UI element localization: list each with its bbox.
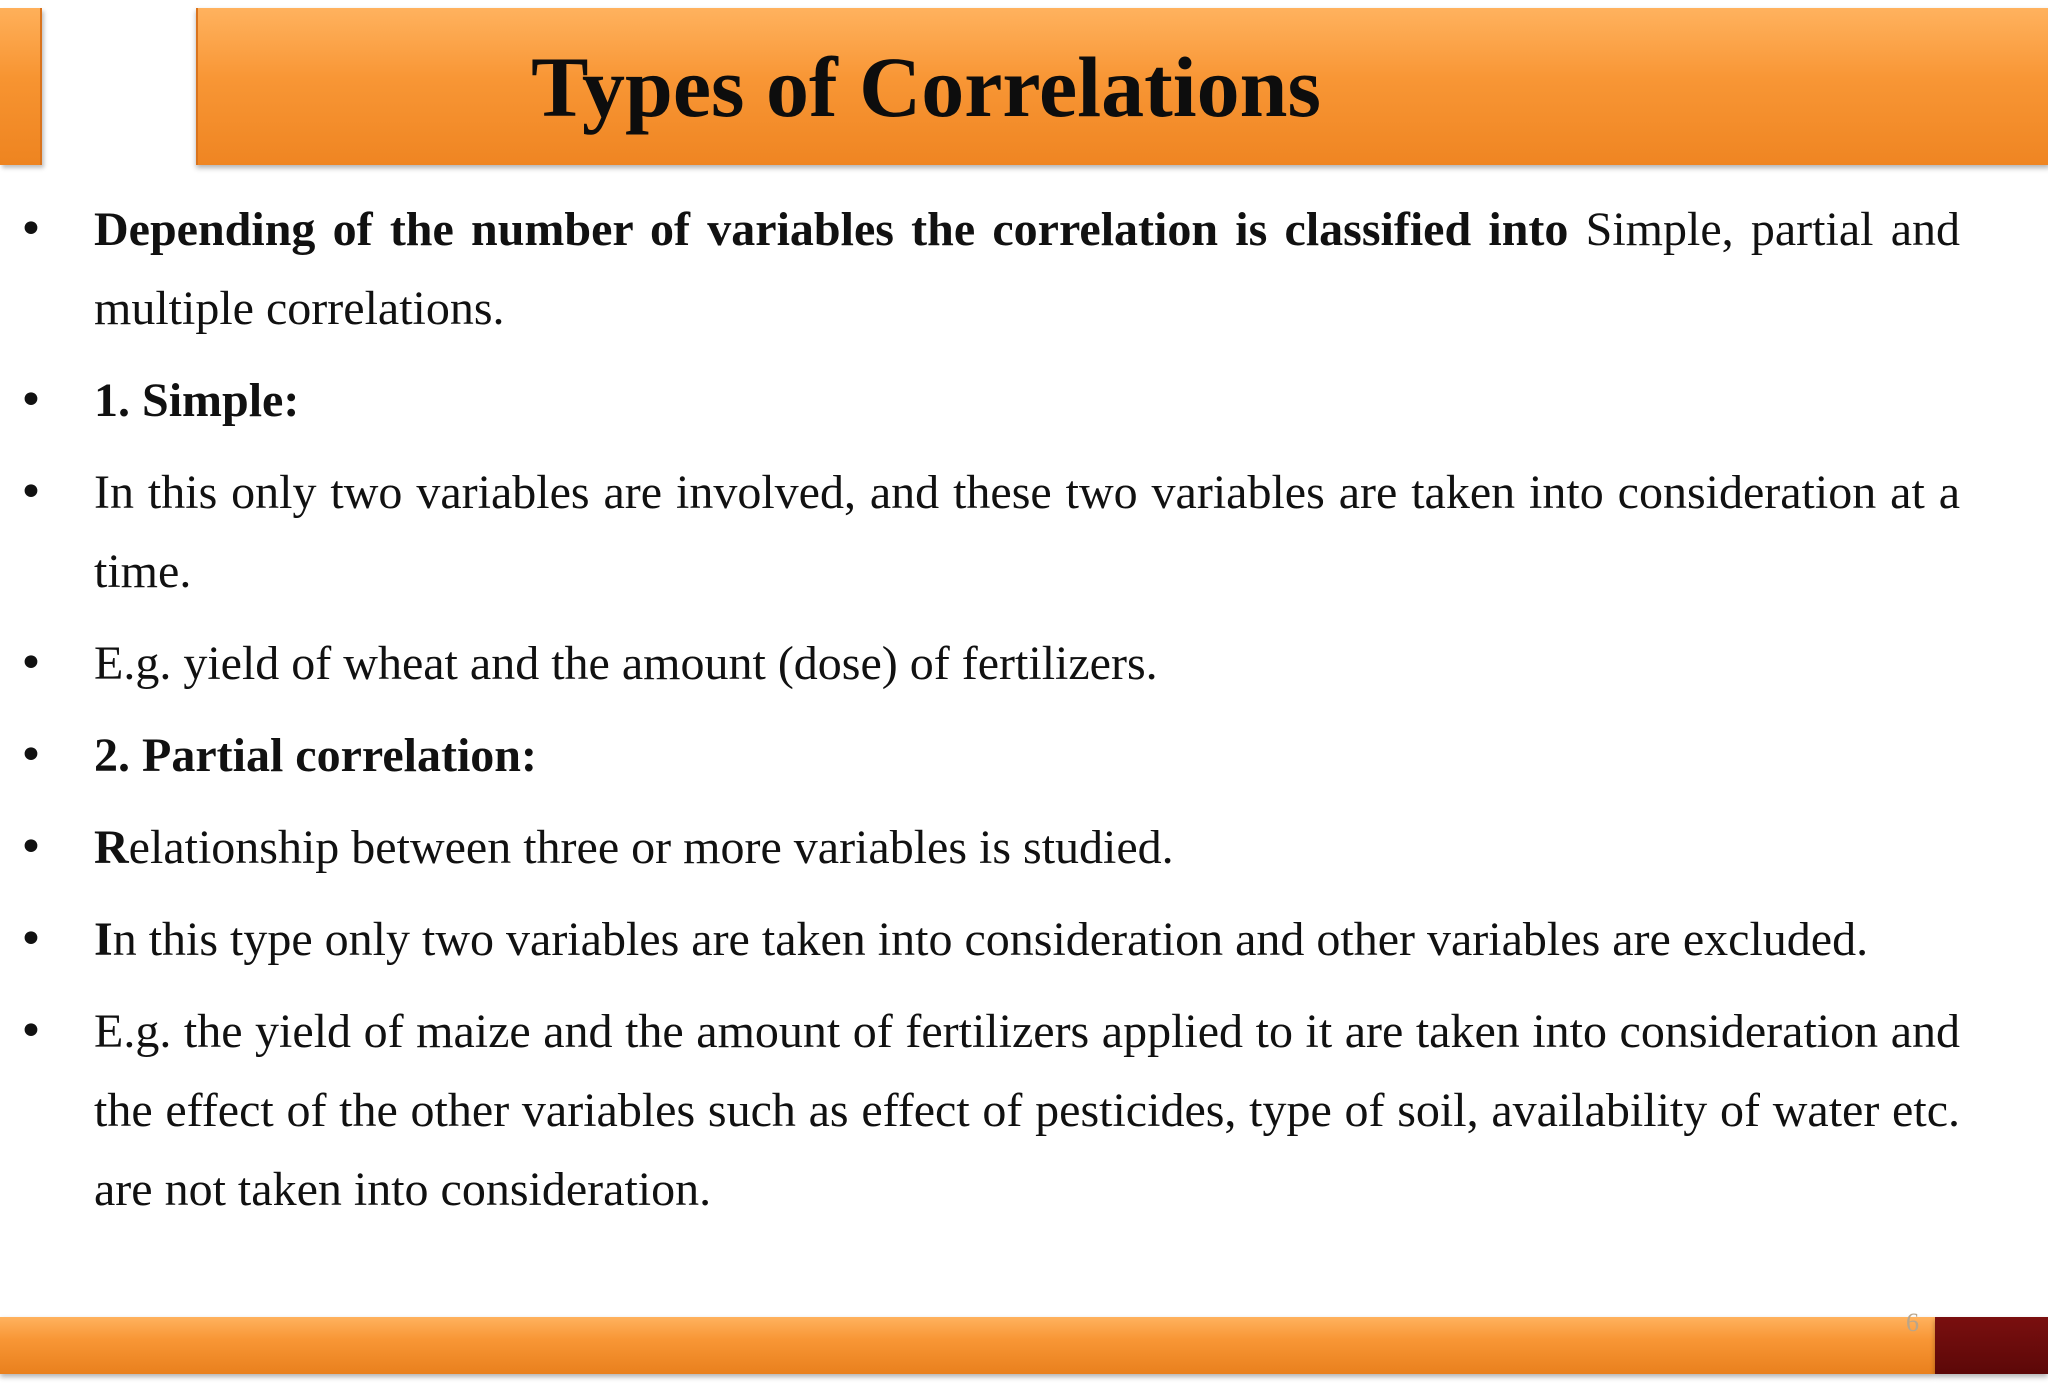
bullet-item <box>0 992 2048 1229</box>
bullet-bold-text: R <box>94 821 129 874</box>
bullet-item <box>0 808 2048 887</box>
bullet-icon: • <box>18 375 44 426</box>
footer-bar <box>0 1317 1935 1374</box>
bullet-icon: • <box>18 1006 44 1057</box>
bullet-text: Simple, partial and multiple correlations. <box>94 203 1961 335</box>
page-number: 6 <box>1906 1308 1919 1337</box>
footer-dark-block <box>1935 1317 2048 1374</box>
bullet-item <box>0 361 2048 440</box>
bullet-text: E.g. yield of wheat and the amount (dose) of fertilizers. <box>94 637 1158 690</box>
bullet-text: elationship between three or more variables is studied. <box>128 821 1174 874</box>
bullet-bold-text: 2. Partial correlation: <box>94 729 537 782</box>
slide-title: Types of Correlations <box>531 38 1321 135</box>
bullet-item <box>0 900 2048 979</box>
bullet-item <box>0 624 2048 703</box>
bullet-bold-text: 1. Simple: <box>94 374 300 427</box>
bullet-icon: • <box>18 204 44 255</box>
left-accent-tab <box>0 8 42 165</box>
bullet-item <box>0 190 2048 348</box>
bullet-icon: • <box>18 822 44 873</box>
bullet-icon: • <box>18 730 44 781</box>
bullet-icon: • <box>18 467 44 518</box>
bullet-list <box>0 190 2048 1242</box>
bullet-icon: • <box>18 638 44 689</box>
bullet-text: E.g. the yield of maize and the amount of fertilizers applied to it are taken into consideration and the effect of the other variables such as effect of pesticides, type of soil, availability of water etc. are not taken into consideration. <box>94 1005 1960 1216</box>
bullet-item <box>0 453 2048 611</box>
bullet-bold-text: Depending of the number of variables the correlation is classified into <box>94 203 1569 256</box>
bullet-bold-text: I <box>94 913 113 966</box>
bullet-item <box>0 716 2048 795</box>
bullet-text: In this only two variables are involved, and these two variables are taken into consideration at a time. <box>94 466 1960 598</box>
bullet-text: n this type only two variables are taken into consideration and other variables are excluded. <box>112 913 1869 966</box>
bullet-icon: • <box>18 914 44 965</box>
